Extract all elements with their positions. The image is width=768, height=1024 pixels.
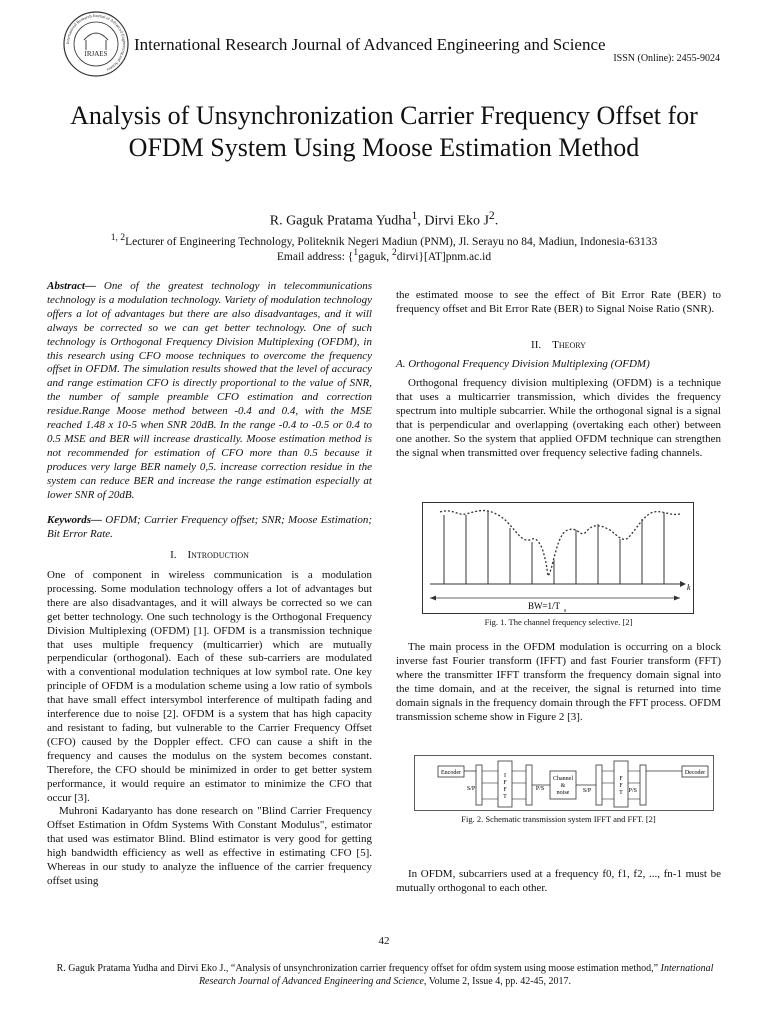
figure-2	[414, 755, 714, 811]
frequency-response-curve	[440, 511, 680, 576]
section-title: Theory	[552, 339, 586, 351]
channel-label: &	[560, 783, 566, 789]
figure-2-caption: Fig. 2. Schematic transmission system IFFT and FFT. [2]	[461, 814, 656, 824]
fft-letter: F	[619, 783, 623, 789]
email-sup-2: 2	[391, 247, 397, 258]
ifft-letter: T	[503, 794, 507, 800]
author-sep: ,	[417, 213, 425, 229]
section-num: I.	[170, 549, 177, 561]
orthogonal-body	[396, 868, 721, 896]
intro-paragraph-1: One of component in wireless communication is a modulation processing. Some modulation technology offers a lot of advantages but there are also disadvantages, and it will always be corrected so we can get better technology. One such technology is the Orthogonal Frequency Division Multiplexing (OFDM) [1]. OFDM is a transmission technique that uses multiple frequency (multicarrier) which are mutually perpendicular (orthogonal). Each of these sub-carriers are modulated with a conventional modulation techniques at low symbol rate. One key principle of OFDM is a modulation scheme using a low ratio of symbols that have small effect intersymbol interference of multipath fading and interference due to noise [2]. OFDM is a system that has high capacity and resistant to fading, but vulnerable to the Carrier Frequency Offset (CFO) caused by the Doppler effect. CFO can cause a shift in the frequency and causes the modulus on the system becomes constant. Therefore, the CFO should be minimized in order to get better system performance, it would require an estimator to minimize the CFO that occur [3].	[47, 569, 372, 804]
affiliation-text: Lecturer of Engineering Technology, Politeknik Negeri Madiun (PNM), Jl. Serayu no 84, Madiun, Indonesia-63133	[125, 235, 658, 248]
email-user-1: gaguk,	[358, 250, 392, 263]
figure-1	[422, 502, 694, 614]
author-1: R. Gaguk Pratama Yudha	[269, 213, 412, 229]
citation-footer	[40, 963, 730, 988]
affiliation	[0, 232, 768, 248]
abstract-label: Abstract—	[47, 280, 96, 292]
sp-block-1	[476, 765, 482, 805]
email-prefix: Email address: {	[276, 250, 354, 263]
footer-details: , Volume 2, Issue 4, pp. 42-45, 2017.	[423, 975, 572, 987]
ifft-letter: I	[504, 773, 506, 779]
intro-paragraph-2: Muhroni Kadaryanto has done research on "Blind Carrier Frequency Offset Estimation in Ofdm Systems With Constant Modulus", estimator that used was estimator Blind. Blind estimator is very good for getting high bandwidth efficiency as well as effective in estimating CFO [5]. Whereas in our study to analyze the influence of the carrier frequency offset using	[47, 805, 372, 887]
subcarrier-lines	[444, 511, 664, 584]
authors	[0, 209, 768, 230]
author-end: .	[494, 213, 499, 229]
author-2-sup: 2	[488, 209, 495, 222]
fft-body	[396, 641, 721, 724]
fft-paragraph: The main process in the OFDM modulation is occurring on a block inverse fast Fourier transform (IFFT) and fast Fourier transform (FFT) where the transmitter IFFT transform the frequency domain signal into the time domain, and at the receiver, the signal is returned into time domain signals in the frequency domain through the FFT process. OFDM transmission scheme show in Figure 2 [3].	[396, 641, 721, 723]
paper-title: Analysis of Unsynchronization Carrier Frequency Offset for OFDM System Using Moose Estimation Method	[70, 101, 698, 162]
section-num: II.	[531, 339, 542, 351]
issn: ISSN (Online): 2455-9024	[613, 53, 720, 64]
axis-arrow-icon	[680, 581, 686, 587]
keywords	[47, 514, 372, 542]
abstract	[47, 280, 372, 503]
ps-block-1	[526, 765, 532, 805]
fft-letter: F	[619, 776, 623, 782]
ps-block-2	[640, 765, 646, 805]
right-col-top	[396, 289, 721, 317]
page-number: 42	[378, 935, 390, 947]
intro-body	[47, 569, 372, 889]
arrow-right-icon	[674, 596, 680, 601]
affiliation-sup: 1, 2	[110, 232, 126, 243]
sp-label-2: S/P	[582, 788, 592, 794]
figure-1-caption: Fig. 1. The channel frequency selective. [2]	[484, 617, 633, 627]
email-line	[0, 247, 768, 263]
ps-label-1: P/S	[535, 786, 545, 792]
section-heading-intro	[47, 549, 372, 561]
fft-letter: T	[619, 790, 623, 796]
theory-paragraph-1: Orthogonal frequency division multiplexing (OFDM) is a technique that uses a multicarrier transmission, which divides the frequency spectrum into multiple subcarrier. While the orthogonal signal is a signal that is perpendicular and overlapping (overtaking each other) between one another. So the system that applied OFDM technique can strengthen the signal when transmitted over frequency selective fading channels.	[396, 377, 721, 459]
bandwidth-label: BW=1/T	[527, 601, 561, 611]
sp-block-2	[596, 765, 602, 805]
encoder-label: Encoder	[441, 770, 461, 776]
footer-journal: International Research Journal of Advanced Engineering and Science	[198, 963, 714, 987]
channel-label: noise	[556, 790, 570, 796]
keywords-label: Keywords—	[47, 514, 102, 526]
author-1-sup: 1	[411, 209, 418, 222]
author-2: Dirvi Eko J	[424, 213, 489, 229]
subsection-ofdm: A. Orthogonal Frequency Division Multiplexing (OFDM)	[396, 358, 650, 370]
footer-citation: R. Gaguk Pratama Yudha and Dirvi Eko J., “Analysis of unsynchronization carrier frequency offset for ofdm system using moose estimation method,”	[56, 963, 661, 974]
logo-text: IRJAES	[84, 50, 108, 58]
section-heading-theory	[396, 339, 721, 351]
bandwidth-label-sub: s	[564, 608, 567, 614]
keywords-text: OFDM; Carrier Frequency offset; SNR; Moose Estimation; Bit Error Rate.	[47, 514, 372, 540]
journal-title: International Research Journal of Advanced Engineering and Science	[134, 35, 606, 54]
orthogonal-paragraph: In OFDM, subcarriers used at a frequency f0, f1, f2, ..., fn-1 must be mutually orthogonal to each other.	[396, 868, 721, 894]
section-title: Introduction	[187, 549, 249, 561]
channel-label: Channel	[553, 776, 573, 782]
ifft-letter: F	[503, 787, 507, 793]
ps-label-2: P/S	[628, 788, 637, 794]
abstract-text: One of the greatest technology in telecommunications technology is a modulation technology. Variety of modulation technology offers a lot of advantages but there are also disadvantages, and it will always be corrected so we can get better technology. One of such technology is Orthogonal Frequency Division Multiplexing (OFDM), in this research using CFO moose techniques to overcome the frequency offset in OFDM. The simulation results showed that the level of accuracy and range estimation CFO is directly proportional to the value of SNR, the number of sample preamble CFO estimation and correction residue.Range Moose method between -0.4 and 0.4, with the MSE reached 1.48 x 10-5 when SNR 20dB. In the range -0.4 to -0.5 or 0.4 to 0.5 MSE and BER will increase drastically. Moose estimation method is not recommended for estimation of CFO more than 0.5 because it produces very large BER namely 0,5. increase correction residue in the system can reduce BER and increase the range estimation especially at lower SNR of 20dB.	[47, 280, 372, 501]
ifft-letter: F	[503, 780, 507, 786]
decoder-label: Decoder	[684, 770, 706, 776]
sp-label-1: S/P	[466, 786, 476, 792]
email-user-2: dirvi}[AT]pnm.ac.id	[396, 250, 492, 263]
logo-ring-text: International Research Journal of Advanced Engineering and Science	[64, 12, 128, 73]
right-paragraph-0: the estimated moose to see the effect of Bit Error Rate (BER) to frequency offset and Bit Error Rate (BER) to Signal Noise Ratio (SNR).	[396, 289, 721, 315]
theory-body	[396, 377, 721, 460]
email-sup-1: 1	[353, 247, 359, 258]
axis-k-label: k	[687, 583, 691, 592]
arrow-left-icon	[430, 596, 436, 601]
journal-logo	[62, 10, 130, 78]
